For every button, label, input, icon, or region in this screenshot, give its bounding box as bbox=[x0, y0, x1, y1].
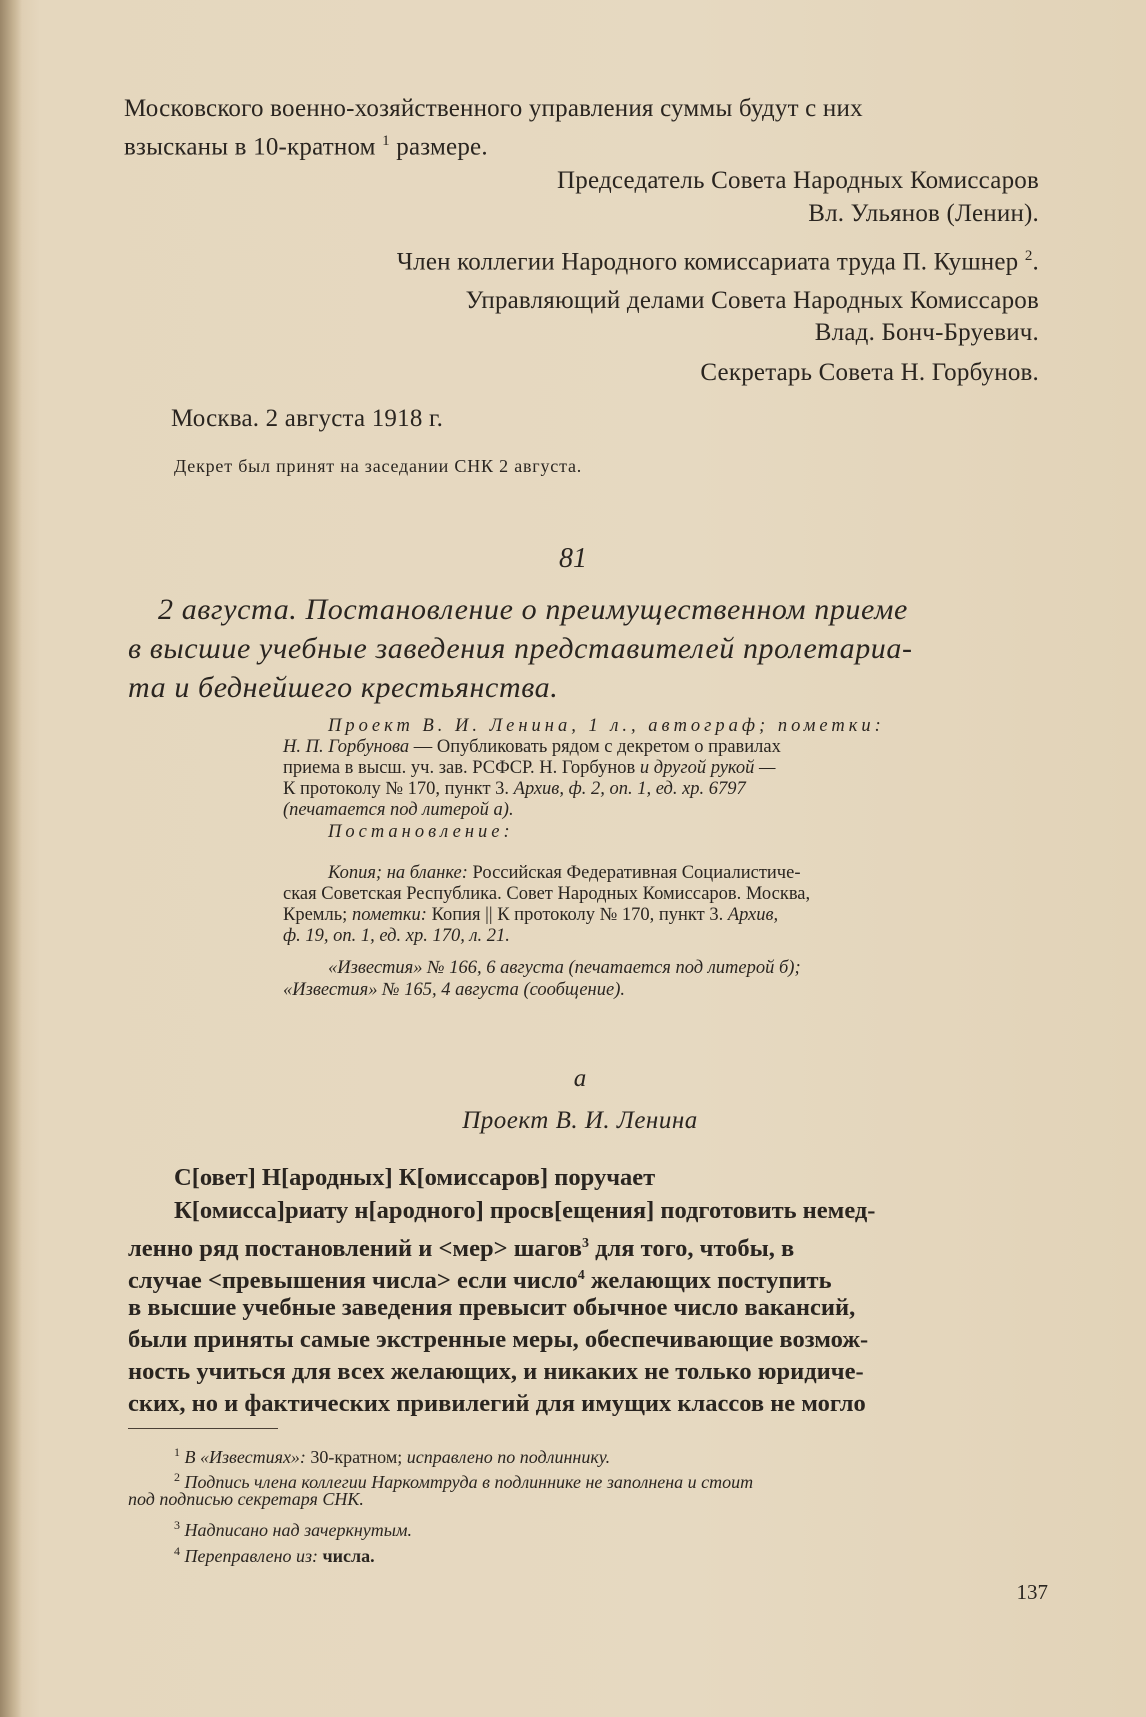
text: «Известия» № 165, 4 августа (сообщение). bbox=[283, 980, 625, 1000]
source-line bbox=[283, 779, 746, 800]
signature-manager-title bbox=[466, 284, 1039, 317]
text: Копия; на бланке: bbox=[328, 863, 468, 883]
text: ность учиться для всех желающих, и никаких не только юридиче- bbox=[128, 1358, 864, 1385]
footnote bbox=[128, 1488, 364, 1510]
text: <мер> bbox=[438, 1235, 508, 1263]
footnote-number: 1 bbox=[174, 1445, 180, 1459]
text: Проект В. И. Ленина bbox=[462, 1107, 698, 1134]
document-title-line bbox=[158, 593, 908, 627]
footnote-divider bbox=[128, 1428, 278, 1429]
source-line bbox=[283, 800, 514, 821]
footnote bbox=[174, 1540, 375, 1567]
section-letter bbox=[0, 1065, 1146, 1093]
page-number bbox=[1017, 1580, 1049, 1605]
text: 30-кратном; bbox=[305, 1447, 407, 1467]
source-line bbox=[328, 958, 801, 979]
text: . bbox=[1032, 248, 1039, 276]
page-binding-shadow bbox=[0, 0, 22, 1717]
text: Влад. Бонч-Бруевич. bbox=[814, 319, 1039, 346]
text: ская Советская Республика. Совет Народных Комиссаров. Москва, bbox=[283, 884, 811, 904]
footnote-number: 2 bbox=[174, 1470, 180, 1484]
source-line bbox=[283, 926, 510, 947]
text: Член коллегии Народного комиссариата труда П. Кушнер bbox=[396, 248, 1019, 276]
text: шагов bbox=[507, 1235, 583, 1263]
source-line bbox=[328, 716, 885, 737]
text: а bbox=[573, 1065, 587, 1092]
main-text-line bbox=[174, 1163, 655, 1192]
text: Секретарь Совета Н. Горбунов. bbox=[700, 359, 1039, 386]
text: К протоколу № 170, пункт 3. bbox=[283, 779, 514, 799]
text: Проект В. И. Ленина, 1 л., автограф; пометки: bbox=[328, 716, 885, 736]
footnote-number: 3 bbox=[174, 1518, 180, 1532]
text: для того, чтобы, в bbox=[589, 1235, 795, 1263]
text: С[овет] Н[ародных] К[омиссаров] поручает bbox=[174, 1164, 656, 1191]
text: <превышения числа> bbox=[207, 1267, 451, 1295]
text: Н. П. Горбунова bbox=[283, 737, 410, 757]
text: исправлено по подлиннику. bbox=[406, 1447, 611, 1467]
source-line bbox=[328, 863, 800, 884]
text: 137 bbox=[1016, 1580, 1048, 1604]
main-text-line bbox=[128, 1229, 794, 1263]
footnote-number: 4 bbox=[174, 1544, 180, 1558]
text: 2 августа. Постановление о преимущественном приеме bbox=[158, 593, 908, 626]
document-number bbox=[0, 543, 1146, 575]
body-line bbox=[124, 125, 488, 163]
text: «Известия» № 166, 6 августа (печатается под литерой б); bbox=[328, 958, 801, 978]
text: и другой рукой — bbox=[639, 758, 776, 778]
text: были приняты самые экстренные меры, обеспечивающие возмож- bbox=[128, 1326, 869, 1353]
document-title-line bbox=[128, 671, 558, 705]
source-line bbox=[283, 905, 778, 926]
main-text-line bbox=[128, 1357, 864, 1386]
main-text-line bbox=[128, 1293, 855, 1322]
main-text-line bbox=[128, 1325, 868, 1354]
text: 81 bbox=[559, 543, 587, 574]
text: (печатается под литерой а). bbox=[283, 800, 514, 820]
text: в высшие учебные заведения превысит обычное число вакансий, bbox=[128, 1294, 856, 1321]
text: желающих поступить bbox=[584, 1267, 832, 1295]
text: Постановление: bbox=[328, 822, 514, 842]
section-heading bbox=[0, 1107, 1146, 1135]
text: ф. 19, оп. 1, ед. хр. 170, л. 21. bbox=[283, 926, 510, 946]
signature-member bbox=[397, 240, 1039, 278]
text: К[омисса]риату н[ародного] просв[ещения] подготовить немед- bbox=[174, 1197, 876, 1224]
text: числа. bbox=[318, 1546, 375, 1566]
text: если число bbox=[450, 1267, 578, 1295]
text: взысканы в 10-кратном bbox=[124, 133, 376, 161]
source-line bbox=[328, 822, 514, 843]
source-line bbox=[283, 980, 625, 1001]
signature-chair-name bbox=[808, 197, 1039, 230]
footnote-ref: 3 bbox=[582, 1236, 590, 1251]
text: та и беднейшего крестьянства. bbox=[128, 671, 559, 704]
source-line bbox=[283, 737, 781, 758]
text: в высшие учебные заведения представителей пролетариа- bbox=[128, 632, 913, 665]
body-line bbox=[124, 92, 863, 125]
footnote-ref: 4 bbox=[577, 1268, 585, 1283]
text: Московского военно-хозяйственного управления суммы будут с них bbox=[124, 95, 863, 122]
text: Надписано над зачеркнутым. bbox=[184, 1520, 412, 1540]
source-line bbox=[283, 758, 775, 779]
footnote bbox=[174, 1514, 412, 1541]
text: Кремль; bbox=[283, 905, 352, 925]
text: под подписью секретаря СНК. bbox=[128, 1489, 364, 1509]
document-title-line bbox=[128, 632, 913, 666]
place-date bbox=[171, 402, 443, 435]
text: Копия || К протоколу № 170, пункт 3. bbox=[426, 905, 728, 925]
text: Переправлено из: bbox=[184, 1546, 319, 1566]
main-text-line bbox=[174, 1196, 875, 1225]
text: пометки: bbox=[351, 905, 427, 925]
text: Декрет был принят на заседании СНК 2 августа. bbox=[174, 456, 583, 476]
footnote bbox=[174, 1441, 610, 1468]
main-text-line bbox=[128, 1389, 866, 1418]
text: приема в высш. уч. зав. РСФСР. Н. Горбунов bbox=[283, 758, 640, 778]
text: Управляющий делами Совета Народных Комиссаров bbox=[465, 287, 1039, 314]
main-text-line bbox=[128, 1261, 832, 1295]
text: — Опубликовать рядом с декретом о правилах bbox=[409, 737, 781, 757]
footnote-ref: 1 bbox=[382, 133, 390, 149]
text: Российская Федеративная Социалистиче- bbox=[467, 863, 801, 883]
source-line bbox=[283, 884, 810, 905]
text: ленно ряд постановлений и bbox=[128, 1235, 439, 1263]
text: Подпись члена коллегии Наркомтруда в подлиннике не заполнена и стоит bbox=[184, 1472, 754, 1492]
text: Москва. 2 августа 1918 г. bbox=[171, 405, 444, 432]
decree-note bbox=[174, 456, 582, 477]
text: случае bbox=[128, 1267, 208, 1295]
text: В «Известиях»: bbox=[184, 1447, 306, 1467]
text: Архив, bbox=[727, 905, 779, 925]
signature-chair-title bbox=[557, 164, 1039, 197]
text: ских, но и фактических привилегий для имущих классов не могло bbox=[128, 1390, 866, 1417]
text: размере. bbox=[396, 133, 488, 161]
text: Председатель Совета Народных Комиссаров bbox=[557, 167, 1039, 194]
text: Вл. Ульянов (Ленин). bbox=[808, 200, 1039, 227]
signature-manager-name bbox=[815, 316, 1039, 349]
signature-secretary bbox=[700, 356, 1039, 389]
text: Архив, ф. 2, оп. 1, ед. хр. 6797 bbox=[513, 779, 746, 799]
footnote-ref: 2 bbox=[1024, 248, 1033, 264]
